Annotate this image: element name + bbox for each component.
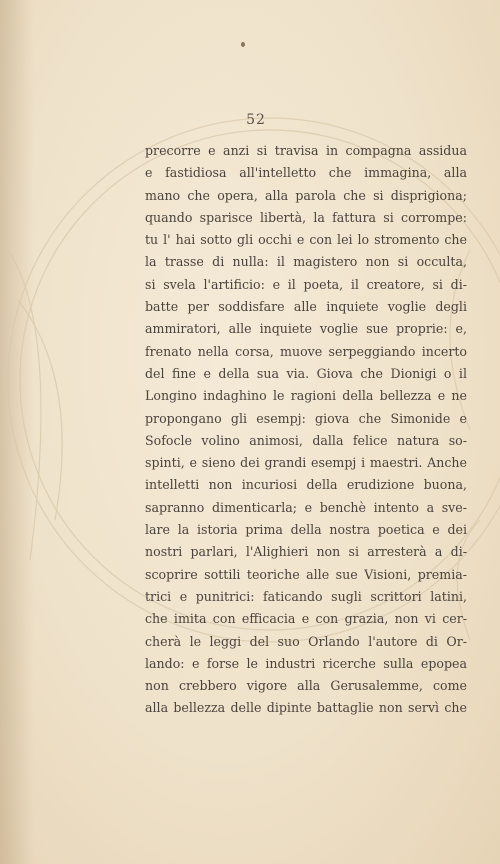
text-line: batte per soddisfare alle inquiete voglie degli xyxy=(145,299,467,315)
text-line: quando sparisce libertà, la fattura si corrompe: xyxy=(145,209,467,225)
text-line: trici e punitrici: faticando sugli scrittori latini, xyxy=(145,588,467,604)
text-line: cherà le leggi del suo Orlando l'autore di Or- xyxy=(145,633,467,649)
text-line: Longino indaghino le ragioni della bellezza e ne xyxy=(145,388,467,404)
text-line: spinti, e sieno dei grandi esempj i maestri. Anche xyxy=(145,455,467,471)
body-text xyxy=(145,140,467,720)
text-line: lando: e forse le industri ricerche sulla epopea xyxy=(145,655,467,671)
text-line: ammiratori, alle inquiete voglie sue proprie: e, xyxy=(145,321,467,337)
ink-spot xyxy=(241,42,245,47)
text-line: scoprire sottili teoriche alle sue Visioni, premia- xyxy=(145,566,467,582)
text-line: Sofocle volino animosi, dalla felice natura so- xyxy=(145,432,467,448)
text-line: mano che opera, alla parola che si disprigiona; xyxy=(145,187,467,203)
text-line: del fine e della sua via. Giova che Dionigi o il xyxy=(145,365,467,381)
text-line: sapranno dimenticarla; e benchè intento a sve- xyxy=(145,499,467,515)
text-line: si svela l'artificio: e il poeta, il creatore, si di- xyxy=(145,276,467,292)
text-line: non crebbero vigore alla Gerusalemme, come xyxy=(145,678,467,694)
text-line: propongano gli esempj: giova che Simonide e xyxy=(145,410,467,426)
text-line: tu l' hai sotto gli occhi e con lei lo stromento che xyxy=(145,232,467,248)
text-line: alla bellezza delle dipinte battaglie non servì che xyxy=(145,700,467,716)
text-line: nostri parlari, l'Alighieri non si arresterà a di- xyxy=(145,544,467,560)
text-line: precorre e anzi si travisa in compagna assidua xyxy=(145,143,467,158)
text-line: la trasse di nulla: il magistero non si occulta, xyxy=(145,254,467,270)
page-number: 52 xyxy=(246,112,266,128)
text-line: lare la istoria prima della nostra poetica e dei xyxy=(145,522,467,538)
text-line: e fastidiosa all'intelletto che immagina, alla xyxy=(145,165,467,181)
text-line: frenato nella corsa, muove serpeggiando incerto xyxy=(145,343,467,359)
text-line: che imita con efficacia e con grazia, non vi cer- xyxy=(145,611,467,627)
text-line: intelletti non incuriosi della erudizione buona, xyxy=(145,477,467,493)
